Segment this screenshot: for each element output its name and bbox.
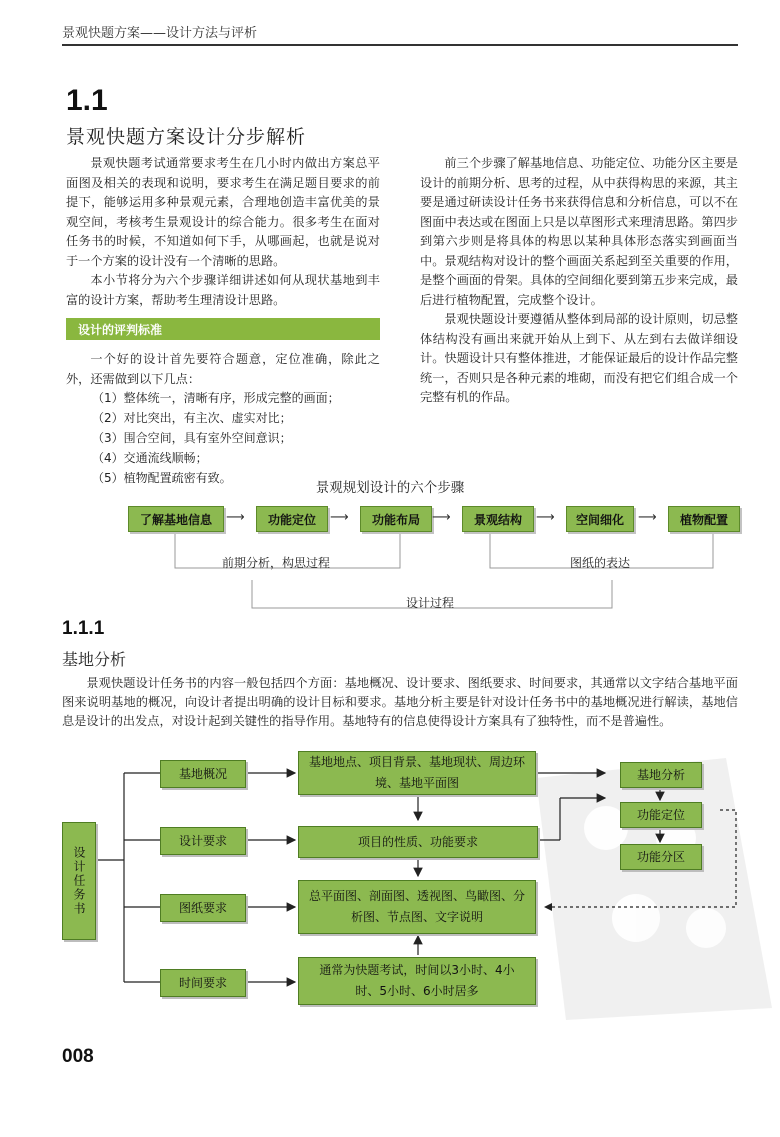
category-box: 设计要求 xyxy=(160,827,246,855)
arrow-right-icon: ⟶ xyxy=(432,510,451,525)
list-item: （4）交通流线顺畅； xyxy=(92,451,208,465)
task-book-root: 设计任务书 xyxy=(62,822,96,940)
category-box: 时间要求 xyxy=(160,969,246,997)
page-number: 008 xyxy=(62,1046,94,1067)
section-title: 景观快题方案设计分步解析 xyxy=(66,126,307,148)
category-box: 图纸要求 xyxy=(160,894,246,922)
group-label-right: 图纸的表达 xyxy=(570,556,631,570)
detail-box: 总平面图、剖面图、透视图、鸟瞰图、分析图、节点图、文字说明 xyxy=(298,880,536,934)
arrow-right-icon: ⟶ xyxy=(226,510,245,525)
list-item: （2）对比突出，有主次、虚实对比； xyxy=(92,411,292,425)
paragraph: 前三个步骤了解基地信息、功能定位、功能分区主要是设计的前期分析、思考的过程，从中获得构思的来源，其主要是通过研读设计任务书来获得信息和分析信息，可以不在图面中表达或在图面上只是以草图形式来理清思路。第四步到第六步则是将具体的构思以某种具体形态落实到画面当中。景观结构对设计的整个画面关系起到至关重要的作用，是整个画面的骨架。具体的空间细化要到第五步来完成，最后进行植物配置，完成整个设计。 xyxy=(420,156,738,307)
step-box: 植物配置 xyxy=(668,506,740,532)
group-label-left: 前期分析，构思过程 xyxy=(222,556,331,570)
subsection-number: 1.1.1 xyxy=(62,618,105,639)
arrow-right-icon: ⟶ xyxy=(638,510,657,525)
list-item: （5）植物配置疏密有致。 xyxy=(92,471,232,485)
flow-title: 景观规划设计的六个步骤 xyxy=(315,480,465,496)
arrow-right-icon: ⟶ xyxy=(330,510,349,525)
criteria-intro-text: 一个好的设计首先要符合题意，定位准确，除此之外，还需做到以下几点： xyxy=(66,352,380,386)
analysis-box: 功能定位 xyxy=(620,802,702,828)
detail-box: 项目的性质、功能要求 xyxy=(298,826,538,858)
paragraph: 景观快题考试通常要求考生在几小时内做出方案总平面图及相关的表现和说明，要求考生在满足题目要求的前提下，能够运用多种景观元素，合理地创造丰富优美的景观空间，考核考生景观设计的综合能力。很多考生在面对任务书的时候，不知道如何下手，从哪画起，也就是说对于一个方案的设计没有一个清晰的思路。 xyxy=(66,156,380,268)
category-box: 基地概况 xyxy=(160,760,246,788)
detail-box: 基地地点、项目背景、基地现状、周边环境、基地平面图 xyxy=(298,751,536,795)
analysis-box: 功能分区 xyxy=(620,844,702,870)
step-box: 空间细化 xyxy=(566,506,634,532)
arrow-right-icon: ⟶ xyxy=(536,510,555,525)
list-item: （3）围合空间，具有室外空间意识； xyxy=(92,431,292,445)
subsection-title: 基地分析 xyxy=(62,650,127,669)
paragraph: 景观快题设计要遵循从整体到局部的设计原则，切忌整体结构没有画出来就开始从上到下、从左到右去做详细设计。快题设计只有整体推进，才能保证最后的设计作品完整统一，否则只是各种元素的堆砌，而没有把它们组合成一个完整有机的作品。 xyxy=(420,312,738,404)
criteria-heading: 设计的评判标准 xyxy=(78,323,163,337)
detail-box: 通常为快题考试，时间以3小时、4小时、5小时、6小时居多 xyxy=(298,957,536,1005)
analysis-box: 基地分析 xyxy=(620,762,702,788)
paragraph: 本小节将分为六个步骤详细讲述如何从现状基地到丰富的设计方案，帮助考生理清设计思路。 xyxy=(66,273,380,307)
step-box: 景观结构 xyxy=(462,506,534,532)
group-label-all: 设计过程 xyxy=(406,596,455,610)
list-item: （1）整体统一，清晰有序，形成完整的画面； xyxy=(92,391,340,405)
step-box: 了解基地信息 xyxy=(128,506,224,532)
running-header: 景观快题方案——设计方法与评析 xyxy=(62,26,258,41)
paragraph: 景观快题设计任务书的内容一般包括四个方面：基地概况、设计要求、图纸要求、时间要求，其通常以文字结合基地平面图来说明基地的概况，向设计者提出明确的设计目标和要求。基地分析主要是针对设计任务书中的基地概况进行解读，基地信息是设计的出发点，对设计起到关键性的指导作用。基地特有的信息使得设计方案具有了独特性，而不是普遍性。 xyxy=(62,676,738,728)
step-box: 功能布局 xyxy=(360,506,432,532)
step-box: 功能定位 xyxy=(256,506,328,532)
section-number: 1.1 xyxy=(66,84,108,117)
